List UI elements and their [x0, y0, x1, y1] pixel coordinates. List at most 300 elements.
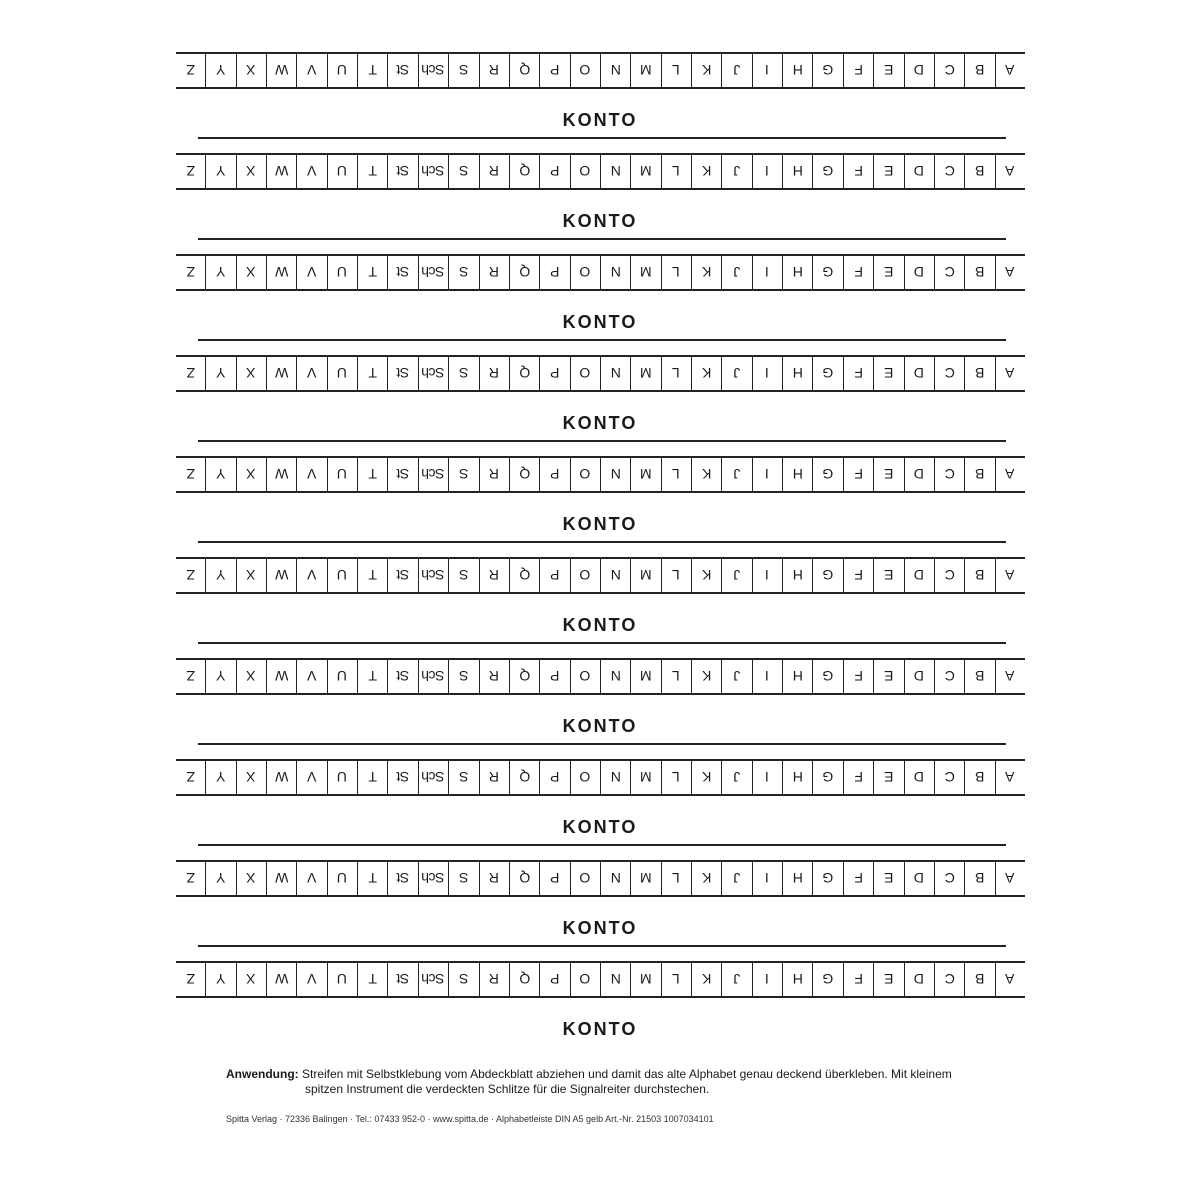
- alphabet-cells: [176, 458, 1025, 491]
- konto-rule: [198, 440, 1006, 442]
- letter-label: Sch: [422, 567, 445, 584]
- letter-cell: [630, 963, 660, 996]
- letter-label: Q: [519, 163, 530, 180]
- letter-cell: [205, 660, 235, 693]
- letter-cell: [995, 357, 1025, 390]
- letter-label: G: [822, 466, 834, 483]
- letter-label: I: [765, 567, 770, 584]
- konto-label: KONTO: [562, 716, 638, 736]
- letter-label: L: [672, 466, 681, 483]
- letter-cell: [630, 862, 660, 895]
- letter-cell: [600, 357, 630, 390]
- letter-cell: [964, 862, 994, 895]
- letter-label: R: [489, 971, 500, 988]
- letter-label: St: [397, 62, 410, 79]
- letter-cell: [296, 963, 326, 996]
- letter-cell: [236, 963, 266, 996]
- letter-cell: [296, 660, 326, 693]
- letter-label: St: [397, 264, 410, 281]
- letter-cell: [995, 54, 1025, 87]
- letter-label: W: [275, 466, 289, 483]
- letter-cell: [843, 54, 873, 87]
- letter-cell: [964, 761, 994, 794]
- letter-label: U: [337, 971, 348, 988]
- letter-cell: [661, 660, 691, 693]
- letter-label: J: [733, 769, 741, 786]
- letter-cell: [539, 54, 569, 87]
- letter-label: N: [610, 62, 621, 79]
- letter-cell: [782, 862, 812, 895]
- letter-cell: [570, 761, 600, 794]
- letter-cell: [357, 559, 387, 592]
- letter-label: X: [246, 163, 256, 180]
- letter-label: H: [792, 668, 803, 685]
- letter-cell: [448, 660, 478, 693]
- letter-label: P: [550, 567, 560, 584]
- letter-label: U: [337, 466, 348, 483]
- letter-cell: [387, 761, 417, 794]
- letter-cell: [630, 660, 660, 693]
- letter-label: F: [854, 567, 863, 584]
- letter-label: S: [459, 264, 469, 281]
- letter-label: C: [944, 466, 955, 483]
- letter-cell: [721, 761, 751, 794]
- letter-cell: [782, 54, 812, 87]
- alphabet-cells: [176, 54, 1025, 87]
- letter-label: F: [854, 769, 863, 786]
- letter-label: K: [702, 567, 712, 584]
- letter-cell: [539, 458, 569, 491]
- letter-label: H: [792, 163, 803, 180]
- letter-label: M: [640, 567, 652, 584]
- letter-label: W: [275, 870, 289, 887]
- letter-cell: [630, 761, 660, 794]
- letter-label: M: [640, 264, 652, 281]
- letter-cell: [600, 54, 630, 87]
- letter-label: O: [580, 163, 591, 180]
- letter-cell: [205, 54, 235, 87]
- letter-cell: [873, 559, 903, 592]
- letter-label: L: [672, 264, 681, 281]
- letter-cell: [479, 458, 509, 491]
- letter-cell: [964, 963, 994, 996]
- letter-cell: [387, 660, 417, 693]
- letter-label: C: [944, 264, 955, 281]
- letter-cell: [782, 357, 812, 390]
- letter-label: St: [397, 870, 410, 887]
- letter-cell: [418, 357, 448, 390]
- letter-cell: [205, 256, 235, 289]
- alphabet-cells: [176, 660, 1025, 693]
- letter-cell: [812, 54, 842, 87]
- letter-label: S: [459, 668, 469, 685]
- letter-cell: [600, 458, 630, 491]
- letter-cell: [509, 559, 539, 592]
- instructions-text-1: Streifen mit Selbstklebung vom Abdeckblatt abziehen und damit das alte Alphabet genau deckend überkleben. Mit kleinem: [302, 1067, 952, 1081]
- letter-cell: [691, 660, 721, 693]
- letter-label: A: [1005, 769, 1015, 786]
- letter-cell: [327, 761, 357, 794]
- letter-cell: [904, 155, 934, 188]
- letter-label: P: [550, 870, 560, 887]
- letter-label: N: [610, 365, 621, 382]
- letter-label: N: [610, 769, 621, 786]
- letter-cell: [995, 761, 1025, 794]
- letter-cell: [661, 458, 691, 491]
- letter-cell: [600, 559, 630, 592]
- letter-label: P: [550, 264, 560, 281]
- alphabet-cells: [176, 963, 1025, 996]
- letter-label: F: [854, 668, 863, 685]
- letter-cell: [600, 660, 630, 693]
- letter-cell: [539, 256, 569, 289]
- letter-label: R: [489, 769, 500, 786]
- letter-cell: [964, 256, 994, 289]
- letter-cell: [479, 761, 509, 794]
- letter-label: O: [580, 971, 591, 988]
- letter-label: H: [792, 365, 803, 382]
- letter-cell: [721, 862, 751, 895]
- letter-label: P: [550, 365, 560, 382]
- letter-cell: [327, 54, 357, 87]
- letter-label: M: [640, 466, 652, 483]
- letter-label: K: [702, 466, 712, 483]
- letter-label: Q: [519, 668, 530, 685]
- letter-cell: [387, 357, 417, 390]
- letter-cell: [873, 761, 903, 794]
- letter-cell: [843, 660, 873, 693]
- letter-label: O: [580, 870, 591, 887]
- konto-rule: [198, 339, 1006, 341]
- letter-label: P: [550, 163, 560, 180]
- letter-label: P: [550, 466, 560, 483]
- letter-label: C: [944, 163, 955, 180]
- letter-cell: [418, 54, 448, 87]
- letter-cell: [176, 256, 205, 289]
- letter-cell: [752, 54, 782, 87]
- letter-label: Z: [186, 365, 195, 382]
- letter-cell: [691, 256, 721, 289]
- alphabet-strip: [176, 860, 1025, 897]
- letter-cell: [327, 357, 357, 390]
- letter-cell: [691, 761, 721, 794]
- letter-cell: [418, 155, 448, 188]
- letter-label: O: [580, 365, 591, 382]
- letter-cell: [843, 963, 873, 996]
- letter-label: P: [550, 668, 560, 685]
- letter-cell: [448, 559, 478, 592]
- letter-label: V: [307, 466, 317, 483]
- letter-cell: [843, 559, 873, 592]
- letter-cell: [752, 862, 782, 895]
- letter-label: L: [672, 769, 681, 786]
- letter-label: V: [307, 62, 317, 79]
- alphabet-strip: [176, 557, 1025, 594]
- letter-label: K: [702, 62, 712, 79]
- letter-cell: [934, 458, 964, 491]
- letter-label: X: [246, 567, 256, 584]
- letter-label: D: [914, 466, 925, 483]
- letter-label: A: [1005, 163, 1015, 180]
- publisher-footer: Spitta Verlag · 72336 Balingen · Tel.: 07433 952-0 · www.spitta.de · Alphabetleiste DIN A5 gelb Art.-Nr. 21503 1007034101: [226, 1114, 714, 1124]
- letter-label: X: [246, 769, 256, 786]
- letter-cell: [721, 54, 751, 87]
- letter-label: X: [246, 466, 256, 483]
- letter-label: E: [884, 567, 894, 584]
- letter-label: A: [1005, 567, 1015, 584]
- konto-rule: [198, 541, 1006, 543]
- letter-label: K: [702, 769, 712, 786]
- letter-label: Q: [519, 769, 530, 786]
- letter-cell: [934, 963, 964, 996]
- letter-label: M: [640, 769, 652, 786]
- letter-cell: [296, 458, 326, 491]
- letter-cell: [539, 357, 569, 390]
- letter-label: T: [368, 365, 377, 382]
- letter-label: D: [914, 567, 925, 584]
- alphabet-strip: [176, 961, 1025, 998]
- letter-cell: [266, 559, 296, 592]
- letter-label: K: [702, 971, 712, 988]
- letter-cell: [782, 660, 812, 693]
- letter-label: B: [975, 971, 985, 988]
- letter-cell: [873, 660, 903, 693]
- letter-cell: [357, 54, 387, 87]
- letter-label: X: [246, 62, 256, 79]
- letter-cell: [176, 54, 205, 87]
- letter-label: V: [307, 163, 317, 180]
- letter-cell: [964, 458, 994, 491]
- letter-cell: [509, 660, 539, 693]
- letter-cell: [630, 256, 660, 289]
- letter-label: Sch: [422, 668, 445, 685]
- letter-label: St: [397, 466, 410, 483]
- letter-cell: [843, 256, 873, 289]
- letter-label: I: [765, 870, 770, 887]
- letter-label: A: [1005, 466, 1015, 483]
- letter-label: St: [397, 971, 410, 988]
- letter-cell: [782, 559, 812, 592]
- letter-cell: [600, 256, 630, 289]
- letter-label: K: [702, 264, 712, 281]
- letter-label: Y: [216, 365, 226, 382]
- letter-cell: [266, 458, 296, 491]
- letter-cell: [327, 862, 357, 895]
- letter-cell: [570, 660, 600, 693]
- letter-label: G: [822, 769, 834, 786]
- letter-cell: [205, 155, 235, 188]
- letter-cell: [661, 761, 691, 794]
- letter-label: X: [246, 870, 256, 887]
- letter-cell: [964, 660, 994, 693]
- letter-cell: [812, 862, 842, 895]
- letter-label: R: [489, 264, 500, 281]
- letter-cell: [387, 54, 417, 87]
- letter-cell: [843, 761, 873, 794]
- letter-cell: [904, 54, 934, 87]
- letter-label: F: [854, 365, 863, 382]
- letter-cell: [570, 256, 600, 289]
- letter-cell: [327, 963, 357, 996]
- letter-cell: [570, 963, 600, 996]
- letter-label: B: [975, 163, 985, 180]
- letter-cell: [479, 256, 509, 289]
- letter-cell: [327, 256, 357, 289]
- letter-label: W: [275, 163, 289, 180]
- letter-cell: [479, 862, 509, 895]
- letter-cell: [176, 155, 205, 188]
- letter-cell: [479, 660, 509, 693]
- usage-instructions: [226, 1067, 1006, 1097]
- letter-cell: [296, 559, 326, 592]
- letter-label: H: [792, 769, 803, 786]
- letter-label: K: [702, 365, 712, 382]
- letter-label: I: [765, 365, 770, 382]
- letter-label: L: [672, 870, 681, 887]
- letter-label: D: [914, 365, 925, 382]
- letter-cell: [176, 357, 205, 390]
- letter-label: Sch: [422, 365, 445, 382]
- letter-cell: [630, 54, 660, 87]
- letter-cell: [448, 357, 478, 390]
- letter-label: K: [702, 163, 712, 180]
- letter-cell: [691, 862, 721, 895]
- letter-label: J: [733, 668, 741, 685]
- letter-label: X: [246, 971, 256, 988]
- konto-label: KONTO: [562, 918, 638, 938]
- letter-cell: [357, 862, 387, 895]
- letter-label: U: [337, 264, 348, 281]
- letter-label: B: [975, 870, 985, 887]
- letter-label: N: [610, 264, 621, 281]
- letter-label: I: [765, 62, 770, 79]
- letter-label: St: [397, 163, 410, 180]
- letter-label: J: [733, 365, 741, 382]
- letter-label: N: [610, 668, 621, 685]
- letter-label: A: [1005, 62, 1015, 79]
- letter-cell: [205, 559, 235, 592]
- letter-label: C: [944, 62, 955, 79]
- letter-label: W: [275, 62, 289, 79]
- letter-label: Y: [216, 769, 226, 786]
- letter-cell: [782, 458, 812, 491]
- letter-label: I: [765, 668, 770, 685]
- letter-cell: [479, 357, 509, 390]
- letter-cell: [357, 660, 387, 693]
- letter-label: Y: [216, 668, 226, 685]
- letter-cell: [266, 963, 296, 996]
- letter-label: A: [1005, 870, 1015, 887]
- letter-cell: [721, 458, 751, 491]
- letter-cell: [752, 155, 782, 188]
- letter-cell: [205, 963, 235, 996]
- alphabet-cells: [176, 862, 1025, 895]
- letter-label: Z: [186, 567, 195, 584]
- alphabet-strip: [176, 254, 1025, 291]
- letter-label: T: [368, 264, 377, 281]
- letter-cell: [418, 761, 448, 794]
- letter-cell: [296, 256, 326, 289]
- letter-label: C: [944, 668, 955, 685]
- letter-label: T: [368, 971, 377, 988]
- letter-label: E: [884, 264, 894, 281]
- letter-label: N: [610, 971, 621, 988]
- letter-label: S: [459, 567, 469, 584]
- letter-label: E: [884, 971, 894, 988]
- alphabet-strip: [176, 153, 1025, 190]
- letter-label: H: [792, 62, 803, 79]
- letter-cell: [630, 458, 660, 491]
- letter-label: L: [672, 668, 681, 685]
- konto-label: KONTO: [562, 1019, 638, 1039]
- letter-cell: [934, 559, 964, 592]
- letter-label: D: [914, 163, 925, 180]
- instructions-line-2: spitzen Instrument die verdeckten Schlitze für die Signalreiter durchstechen.: [305, 1082, 710, 1096]
- letter-label: B: [975, 769, 985, 786]
- letter-cell: [691, 357, 721, 390]
- letter-label: Y: [216, 62, 226, 79]
- letter-cell: [357, 256, 387, 289]
- letter-label: E: [884, 466, 894, 483]
- letter-label: I: [765, 971, 770, 988]
- letter-cell: [266, 357, 296, 390]
- letter-label: E: [884, 62, 894, 79]
- letter-cell: [509, 458, 539, 491]
- letter-cell: [509, 256, 539, 289]
- letter-label: F: [854, 62, 863, 79]
- letter-cell: [327, 559, 357, 592]
- letter-label: F: [854, 264, 863, 281]
- letter-cell: [812, 761, 842, 794]
- letter-cell: [296, 862, 326, 895]
- alphabet-cells: [176, 155, 1025, 188]
- letter-cell: [176, 458, 205, 491]
- letter-cell: [448, 155, 478, 188]
- letter-label: Sch: [422, 466, 445, 483]
- letter-label: D: [914, 668, 925, 685]
- letter-cell: [387, 256, 417, 289]
- letter-cell: [479, 155, 509, 188]
- letter-cell: [904, 357, 934, 390]
- letter-label: O: [580, 567, 591, 584]
- letter-label: L: [672, 62, 681, 79]
- letter-cell: [509, 54, 539, 87]
- konto-label: KONTO: [562, 211, 638, 231]
- letter-label: G: [822, 163, 834, 180]
- letter-cell: [327, 660, 357, 693]
- alphabet-cells: [176, 357, 1025, 390]
- konto-rule: [198, 238, 1006, 240]
- letter-label: P: [550, 62, 560, 79]
- letter-label: X: [246, 264, 256, 281]
- letter-label: Q: [519, 870, 530, 887]
- letter-cell: [448, 862, 478, 895]
- letter-cell: [236, 54, 266, 87]
- letter-label: S: [459, 466, 469, 483]
- letter-label: S: [459, 971, 469, 988]
- alphabet-cells: [176, 761, 1025, 794]
- letter-cell: [387, 458, 417, 491]
- letter-cell: [661, 155, 691, 188]
- letter-cell: [236, 660, 266, 693]
- letter-label: T: [368, 62, 377, 79]
- letter-cell: [479, 559, 509, 592]
- letter-cell: [205, 357, 235, 390]
- letter-label: R: [489, 62, 500, 79]
- letter-label: T: [368, 870, 377, 887]
- letter-cell: [782, 761, 812, 794]
- letter-cell: [721, 559, 751, 592]
